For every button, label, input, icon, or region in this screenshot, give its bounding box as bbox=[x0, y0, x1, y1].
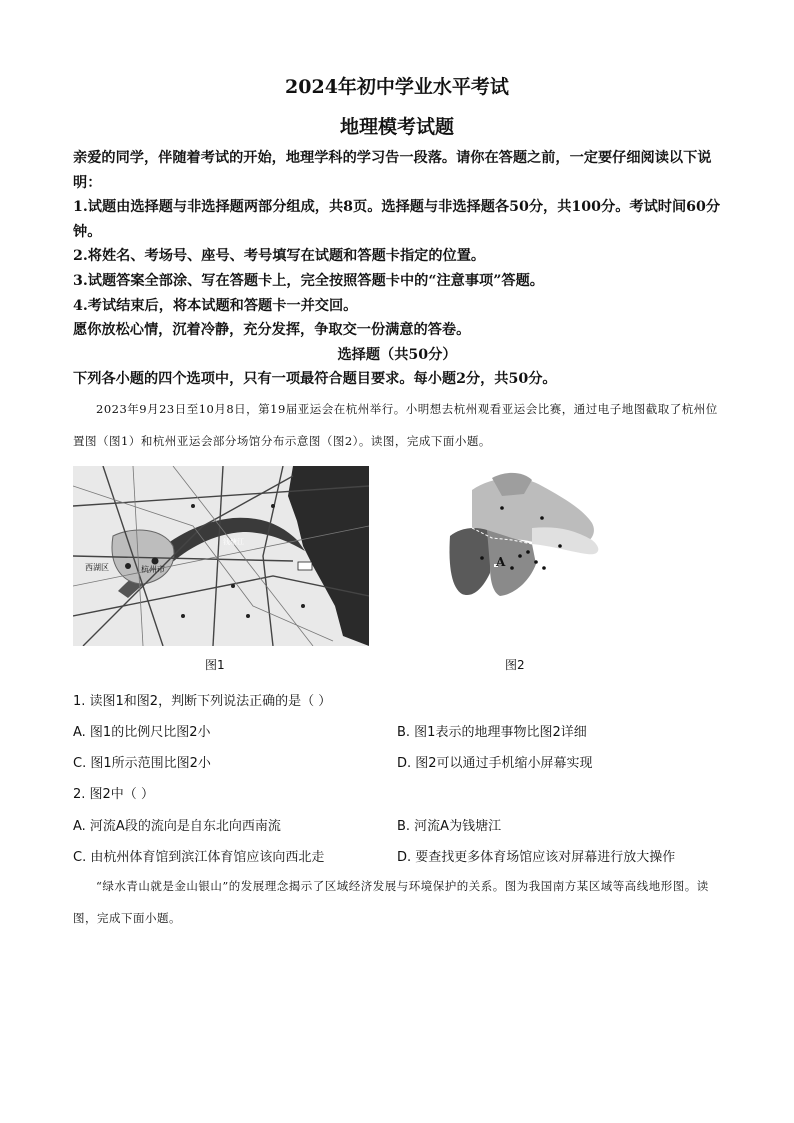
instruction-line: 愿你放松心情，沉着冷静，充分发挥，争取交一份满意的答卷。 bbox=[73, 322, 471, 339]
instructions-block bbox=[73, 146, 723, 343]
reading-passage: 2023年9月23日至10月8日，第19届亚运会在杭州举行。小明想去杭州观看亚运会比赛，通过电子地图截取了杭州位置图（图1）和杭州亚运会部分场馆分布示意图（图2）。读图，完成下面小题。 bbox=[73, 402, 718, 448]
instruction-line: 1.试题由选择题与非选择题两部分组成，共8页。选择题与非选择题各50分，共100分。考试时间60分钟。 bbox=[73, 199, 721, 240]
section-instruction: 下列各小题的四个选项中，只有一项最符合题目要求。每小题2分，共50分。 bbox=[73, 371, 557, 387]
map-label-xihu: 西湖区 bbox=[85, 563, 109, 572]
figure-2-caption: 图2 bbox=[505, 658, 525, 672]
map-label-hangzhou: 杭州市 bbox=[141, 565, 165, 574]
reading-passage-2: “绿水青山就是金山银山”的发展理念揭示了区域经济发展与环境保护的关系。图为我国南方某区域等高线地形图。读图，完成下面小题。 bbox=[73, 879, 709, 925]
question-1-option-b[interactable]: B. 图1表示的地理事物比图2详细 bbox=[397, 725, 587, 740]
instruction-line: 3.试题答案全部涂、写在答题卡上，完全按照答题卡中的“注意事项”答题。 bbox=[73, 272, 544, 289]
question-2-option-b[interactable]: B. 河流A为钱塘江 bbox=[397, 819, 502, 834]
hangzhou-location-map bbox=[73, 466, 369, 646]
exam-subtitle: 地理模考试题 bbox=[339, 116, 454, 138]
question-1-option-c[interactable]: C. 图1所示范围比图2小 bbox=[73, 756, 211, 771]
question-2-option-a[interactable]: A. 河流A段的流向是自东北向西南流 bbox=[73, 819, 281, 834]
section-title: 选择题（共50分） bbox=[337, 347, 457, 363]
figure-1-caption: 图1 bbox=[205, 658, 225, 672]
question-2-option-d[interactable]: D. 要查找更多体育场馆应该对屏幕进行放大操作 bbox=[397, 850, 676, 865]
question-1-option-a[interactable]: A. 图1的比例尺比图2小 bbox=[73, 725, 211, 740]
question-2-option-c[interactable]: C. 由杭州体育馆到滨江体育馆应该向西北走 bbox=[73, 850, 325, 865]
map-label-qiantang: 钱塘江 bbox=[223, 538, 244, 546]
question-1-stem: 1. 读图1和图2，判断下列说法正确的是（ ） bbox=[73, 694, 332, 709]
instruction-line: 2.将姓名、考场号、座号、考号填写在试题和答题卡指定的位置。 bbox=[73, 248, 486, 265]
exam-title: 2024年初中学业水平考试 bbox=[285, 76, 509, 98]
question-2-stem: 2. 图2中（ ） bbox=[73, 787, 154, 802]
river-label-a: A bbox=[496, 555, 506, 569]
question-1-option-d[interactable]: D. 图2可以通过手机缩小屏幕实现 bbox=[397, 756, 593, 771]
instruction-line: 亲爱的同学，伴随着考试的开始，地理学科的学习告一段落。请你在答题之前，一定要仔细阅读以下说明： bbox=[73, 150, 712, 191]
asian-games-venue-map bbox=[432, 468, 608, 614]
instruction-line: 4.考试结束后，将本试题和答题卡一并交回。 bbox=[73, 297, 358, 314]
